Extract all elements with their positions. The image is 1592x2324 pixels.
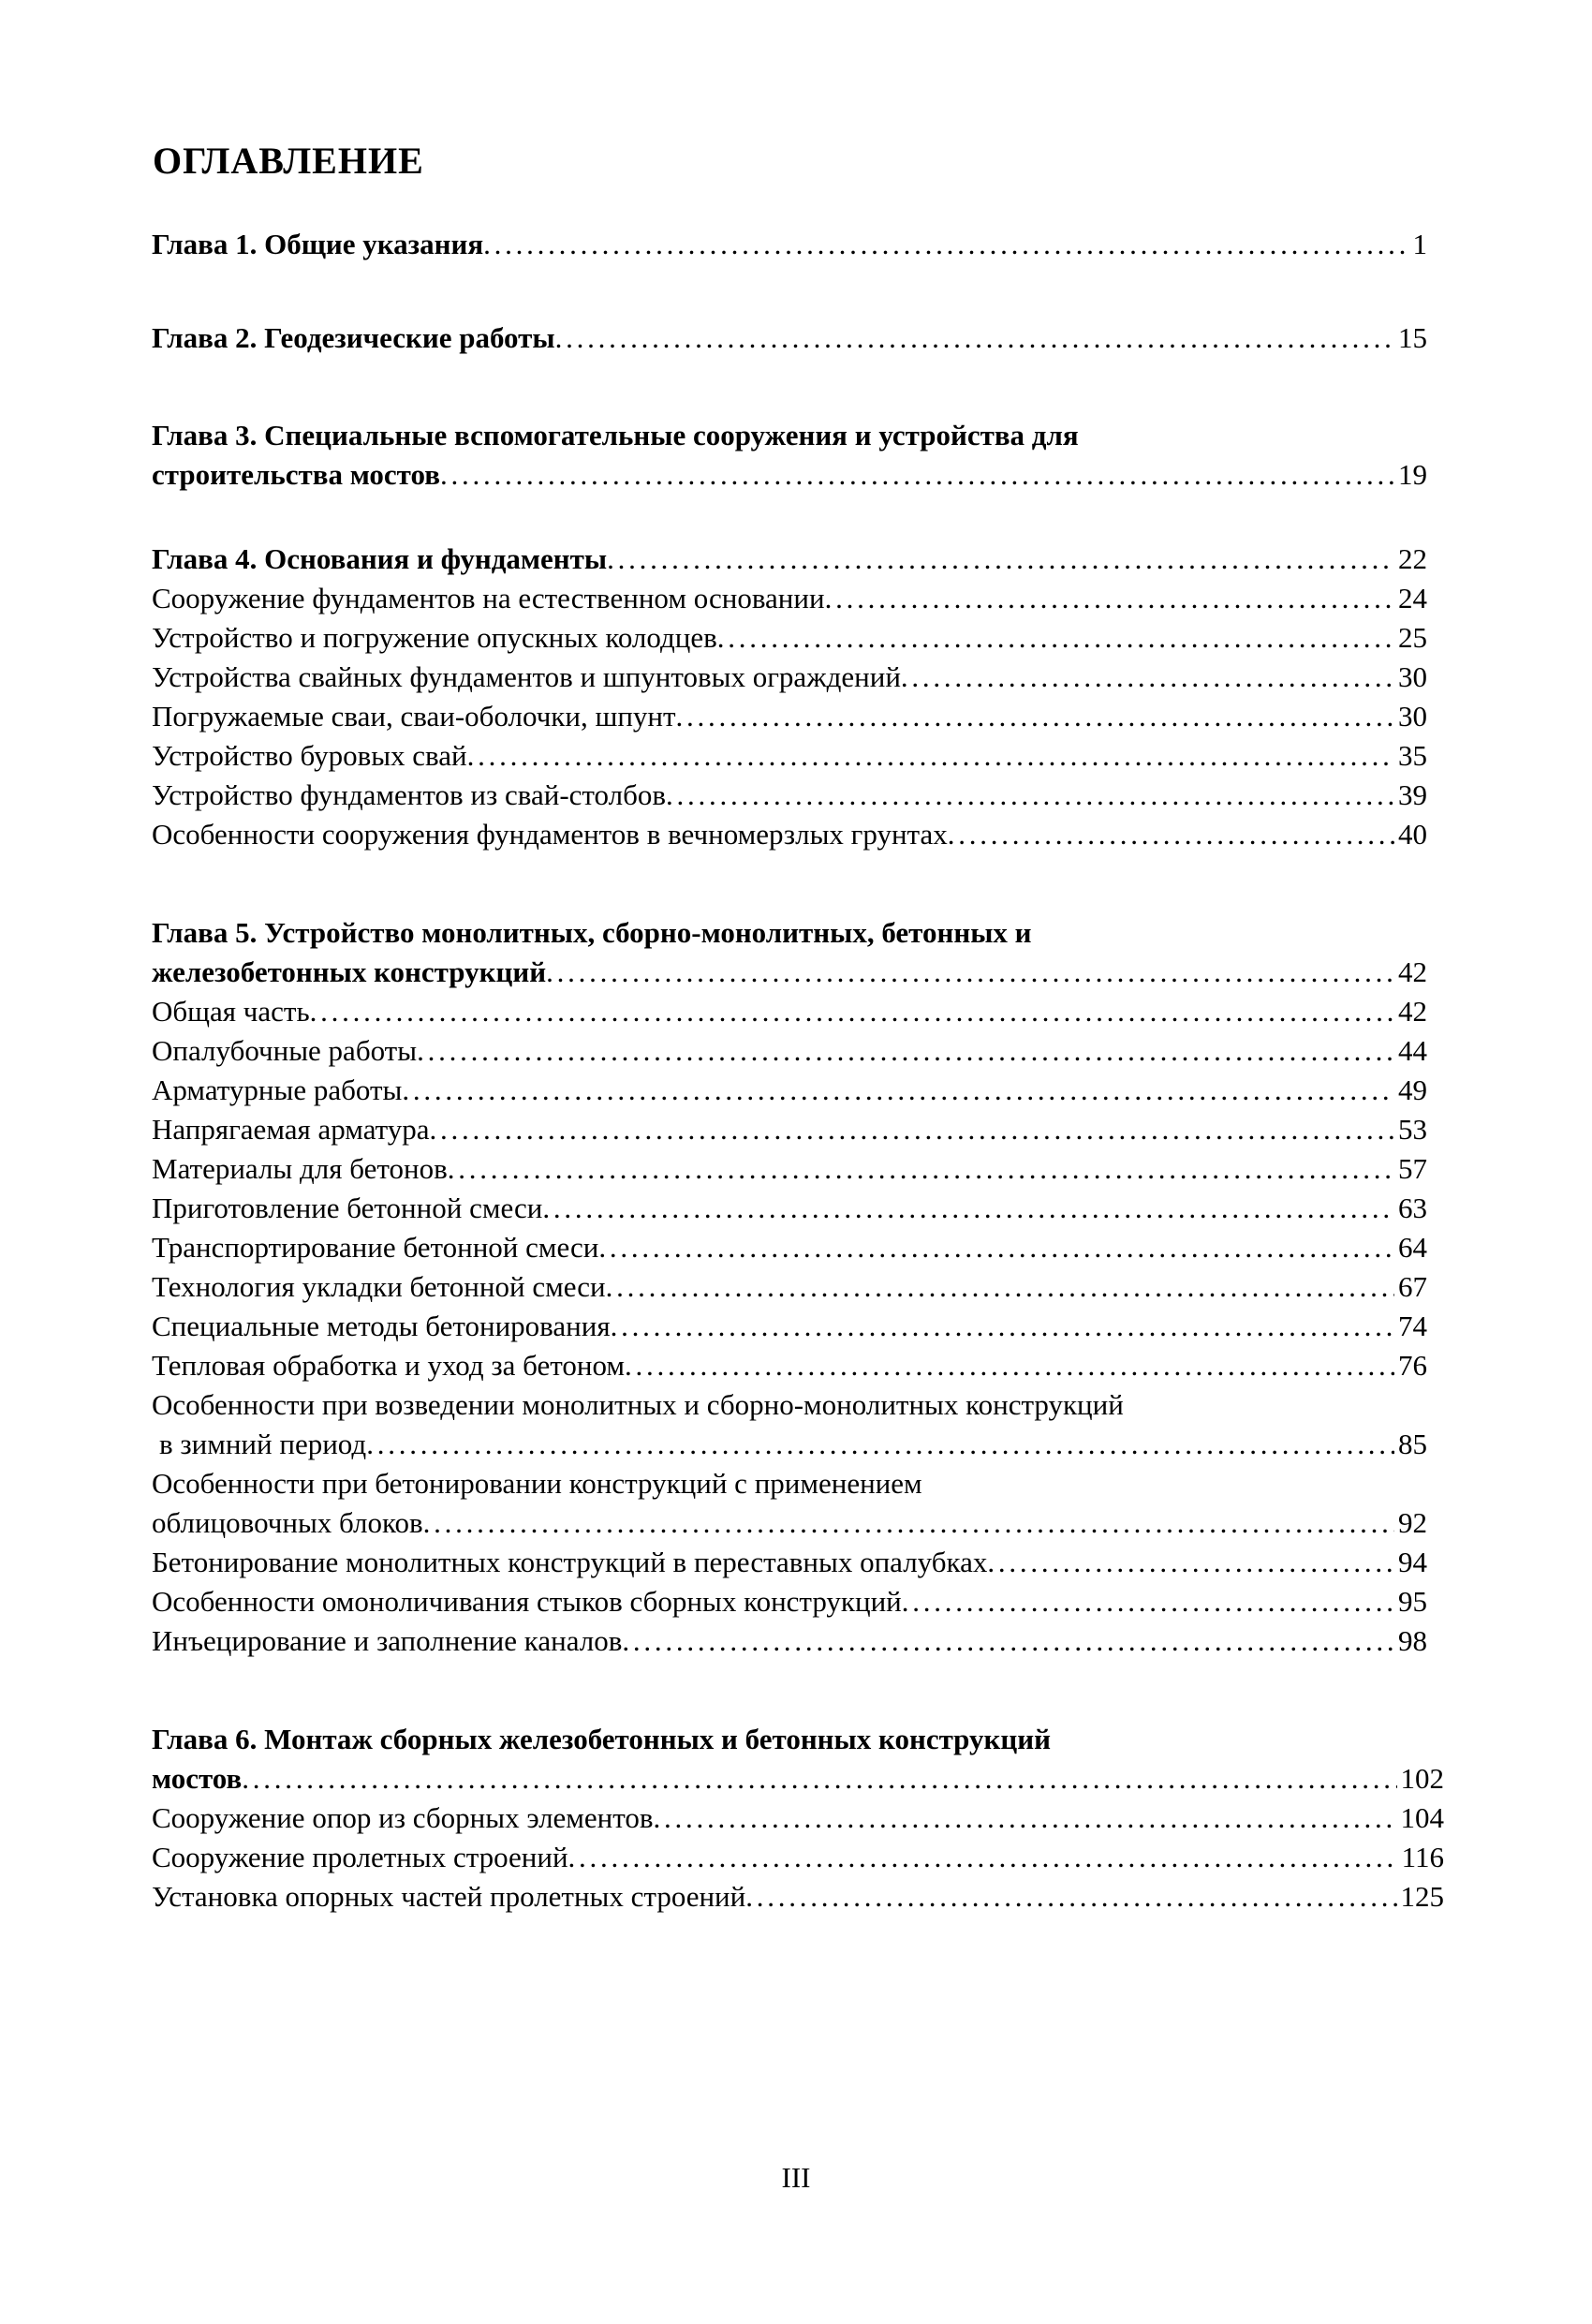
- toc-entry-title: Технология укладки бетонной смеси: [152, 1270, 606, 1303]
- toc-chapter-2: [152, 318, 1427, 358]
- toc-entry-page-number: 30: [1398, 700, 1427, 733]
- toc-chapter-3: [152, 416, 1427, 495]
- toc-chapter-heading-page-number: 42: [1398, 955, 1427, 988]
- dot-leader: [423, 1503, 1394, 1543]
- toc-entry-title: Общая часть: [152, 995, 310, 1028]
- page-number: III: [781, 2161, 811, 2194]
- toc-entry-page-number: 42: [1398, 995, 1427, 1028]
- toc-chapter-heading-title: мостов: [152, 1762, 243, 1795]
- toc-chapter-6: [152, 1720, 1444, 1917]
- dot-leader: [948, 815, 1394, 854]
- toc-entry-page-number: 35: [1398, 739, 1427, 772]
- dot-leader: [622, 1621, 1394, 1661]
- toc-entry-title: Особенности сооружения фундаментов в вечномерзлых грунтах: [152, 818, 948, 851]
- toc-entry-page-number: 94: [1398, 1546, 1427, 1578]
- dot-leader: [717, 618, 1394, 658]
- toc-entry[interactable]: [152, 1877, 1444, 1917]
- toc-entry-title: Материалы для бетонов: [152, 1152, 448, 1185]
- dot-leader: [542, 1189, 1394, 1228]
- toc-entry-title: Сооружение пролетных строений: [152, 1841, 568, 1873]
- toc-entry-line: Особенности при бетонировании конструкций с применением: [152, 1467, 922, 1500]
- toc-entry[interactable]: [152, 1149, 1427, 1189]
- toc-chapter-heading-page-number: 15: [1398, 321, 1427, 354]
- dot-leader: [483, 225, 1408, 264]
- toc-chapter-1: [152, 225, 1427, 264]
- toc-chapter-heading[interactable]: [152, 953, 1427, 992]
- toc-chapter-heading-page-number: 1: [1412, 228, 1427, 260]
- dot-leader: [607, 540, 1394, 579]
- toc-entry[interactable]: [152, 1582, 1427, 1621]
- toc-entry-title: облицовочных блоков: [152, 1506, 423, 1539]
- dot-leader: [902, 1582, 1394, 1621]
- toc-entry-page-number: 76: [1398, 1349, 1427, 1382]
- toc-entry[interactable]: [152, 1228, 1427, 1267]
- toc-entry-title: в зимний период: [159, 1428, 367, 1460]
- dot-leader: [242, 1759, 1396, 1799]
- toc-chapter-heading[interactable]: [152, 1759, 1444, 1799]
- toc-entry[interactable]: [152, 658, 1427, 697]
- toc-entry[interactable]: [152, 1110, 1427, 1149]
- dot-leader: [625, 1346, 1394, 1385]
- chapter-heading-line: Глава 5. Устройство монолитных, сборно-монолитных, бетонных и: [152, 916, 1032, 949]
- toc-entry[interactable]: [152, 697, 1427, 736]
- toc-entry[interactable]: [152, 1189, 1427, 1228]
- toc-entry-page-number: 116: [1401, 1841, 1444, 1873]
- toc-entry[interactable]: [152, 1307, 1427, 1346]
- dot-leader: [310, 992, 1394, 1031]
- dot-leader: [546, 953, 1394, 992]
- toc-entry-page-number: 40: [1398, 818, 1427, 851]
- toc-entry-title: Установка опорных частей пролетных строений: [152, 1880, 746, 1913]
- toc-entry-title: Погружаемые сваи, сваи-оболочки, шпунт: [152, 700, 676, 733]
- toc-chapter-heading-title: строительства мостов: [152, 458, 440, 491]
- toc-chapter-heading[interactable]: [152, 225, 1427, 264]
- toc-entry[interactable]: [152, 1346, 1427, 1385]
- toc-entry[interactable]: [152, 1425, 1427, 1464]
- toc-chapter-heading[interactable]: [152, 455, 1427, 495]
- dot-leader: [366, 1425, 1394, 1464]
- toc-entry-page-number: 74: [1398, 1310, 1427, 1342]
- toc-entry[interactable]: [152, 736, 1427, 776]
- toc-chapter-heading-page-number: 102: [1400, 1762, 1444, 1795]
- dot-leader: [467, 736, 1394, 776]
- toc-entry[interactable]: [152, 579, 1427, 618]
- toc-entry[interactable]: [152, 992, 1427, 1031]
- toc-entry[interactable]: [152, 1071, 1427, 1110]
- toc-chapter-5: [152, 913, 1427, 1661]
- toc-entry-title: Транспортирование бетонной смеси: [152, 1231, 599, 1264]
- toc-entry-title: Опалубочные работы: [152, 1034, 418, 1067]
- toc-entry-title: Особенности омоноличивания стыков сборных конструкций: [152, 1585, 902, 1618]
- dot-leader: [825, 579, 1394, 618]
- toc-entry[interactable]: [152, 1267, 1427, 1307]
- toc-entry-title: Арматурные работы: [152, 1073, 403, 1106]
- toc-entry-page-number: 125: [1400, 1880, 1444, 1913]
- dot-leader: [568, 1838, 1398, 1877]
- toc-entry-page-number: 92: [1398, 1506, 1427, 1539]
- toc-entry-page-number: 63: [1398, 1192, 1427, 1224]
- dot-leader: [676, 697, 1394, 736]
- dot-leader: [901, 658, 1394, 697]
- toc-entry[interactable]: [152, 1031, 1427, 1071]
- toc-entry-line: Особенности при возведении монолитных и сборно-монолитных конструкций: [152, 1388, 1124, 1421]
- toc-entry[interactable]: [152, 1799, 1444, 1838]
- dot-leader: [654, 1799, 1397, 1838]
- toc-entry-title: Инъецирование и заполнение каналов: [152, 1624, 623, 1657]
- toc-entry-page-number: 24: [1398, 582, 1427, 614]
- toc-entry-title: Устройство фундаментов из свай-столбов: [152, 778, 667, 811]
- toc-entry[interactable]: [152, 1621, 1427, 1661]
- chapter-heading-line: Глава 6. Монтаж сборных железобетонных и бетонных конструкций: [152, 1723, 1051, 1755]
- dot-leader: [598, 1228, 1394, 1267]
- toc-entry-page-number: 95: [1398, 1585, 1427, 1618]
- toc-chapter-heading-title: Глава 1. Общие указания: [152, 228, 484, 260]
- toc-entry-page-number: 67: [1398, 1270, 1427, 1303]
- dot-leader: [448, 1149, 1394, 1189]
- toc-entry[interactable]: [152, 1543, 1427, 1582]
- toc-chapter-heading-title: Глава 2. Геодезические работы: [152, 321, 555, 354]
- dot-leader: [987, 1543, 1394, 1582]
- toc-entry-title: Бетонирование монолитных конструкций в переставных опалубках: [152, 1546, 988, 1578]
- dot-leader: [402, 1071, 1394, 1110]
- toc-chapter-heading-page-number: 22: [1398, 542, 1427, 575]
- dot-leader: [555, 318, 1394, 358]
- toc-chapter-heading-title: Глава 4. Основания и фундаменты: [152, 542, 608, 575]
- toc-entry-page-number: 30: [1398, 660, 1427, 693]
- toc-chapter-heading-title: железобетонных конструкций: [152, 955, 547, 988]
- toc-entry-title: Тепловая обработка и уход за бетоном: [152, 1349, 626, 1382]
- toc-entry-title: Сооружение опор из сборных элементов: [152, 1801, 654, 1834]
- dot-leader: [606, 1267, 1394, 1307]
- dot-leader: [611, 1307, 1394, 1346]
- toc-entry-title: Устройство буровых свай: [152, 739, 467, 772]
- toc-entry[interactable]: [152, 1838, 1444, 1877]
- toc-entry-page-number: 85: [1398, 1428, 1427, 1460]
- dot-leader: [666, 776, 1394, 815]
- toc-chapter-heading-page-number: 19: [1398, 458, 1427, 491]
- chapter-heading-line: Глава 3. Специальные вспомогательные сооружения и устройства для: [152, 419, 1079, 451]
- toc-entry-title: Устройство и погружение опускных колодцев: [152, 621, 717, 654]
- toc-entry[interactable]: [152, 815, 1427, 854]
- toc-entry-page-number: 39: [1398, 778, 1427, 811]
- toc-entry-page-number: 64: [1398, 1231, 1427, 1264]
- toc-entry[interactable]: [152, 1503, 1427, 1543]
- toc-entry-title: Приготовление бетонной смеси: [152, 1192, 543, 1224]
- dot-leader: [745, 1877, 1396, 1917]
- toc-chapter-heading[interactable]: [152, 318, 1427, 358]
- toc-entry-page-number: 44: [1398, 1034, 1427, 1067]
- toc-entry[interactable]: [152, 618, 1427, 658]
- toc-entry-page-number: 98: [1398, 1624, 1427, 1657]
- dot-leader: [440, 455, 1394, 495]
- toc-entry-page-number: 104: [1400, 1801, 1444, 1834]
- table-of-contents: [152, 225, 1444, 1917]
- dot-leader: [430, 1110, 1394, 1149]
- toc-chapter-heading[interactable]: [152, 540, 1427, 579]
- toc-entry[interactable]: [152, 776, 1427, 815]
- toc-entry-title: Устройства свайных фундаментов и шпунтовых ограждений: [152, 660, 901, 693]
- toc-entry-page-number: 57: [1398, 1152, 1427, 1185]
- toc-entry-page-number: 49: [1398, 1073, 1427, 1106]
- toc-entry-title: Сооружение фундаментов на естественном основании: [152, 582, 825, 614]
- page-title: ОГЛАВЛЕНИЕ: [153, 140, 424, 182]
- toc-entry-title: Специальные методы бетонирования: [152, 1310, 611, 1342]
- toc-entry-title: Напрягаемая арматура: [152, 1113, 430, 1146]
- toc-chapter-4: [152, 540, 1427, 854]
- dot-leader: [417, 1031, 1394, 1071]
- toc-entry-page-number: 53: [1398, 1113, 1427, 1146]
- toc-entry-page-number: 25: [1398, 621, 1427, 654]
